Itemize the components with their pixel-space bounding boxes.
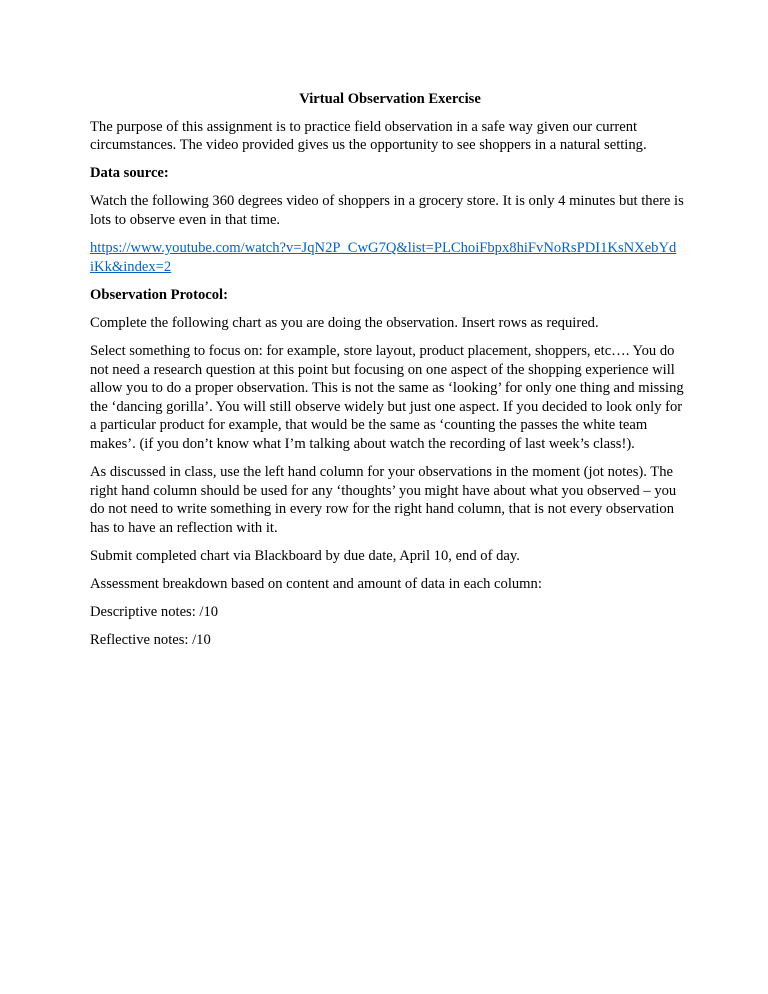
protocol-heading: Observation Protocol: [90, 286, 228, 303]
video-link-paragraph [90, 239, 690, 276]
reflective-notes-score: Reflective notes: /10 [90, 632, 211, 649]
assessment-paragraph: Assessment breakdown based on content and amount of data in each column: [90, 575, 542, 592]
data-source-paragraph: Watch the following 360 degrees video of shoppers in a grocery store. It is only 4 minutes but there is lots to observe even in that time. [90, 193, 684, 228]
data-source-heading: Data source: [90, 165, 169, 182]
focus-paragraph: Select something to focus on: for example, store layout, product placement, shoppers, etc…. You do not need a research question at this point but focusing on one aspect of the shopping experience will allow you to do a proper observation. This is not the same as ‘looking’ for only one thing and missing the ‘dancing gorilla’. You will still observe widely but just one aspect. If you decided to look only for a particular product for example, that would be the same as ‘counting the passes the white team makes’. (if you don’t know what I’m talking about watch the recording of last week’s class!). [90, 342, 684, 452]
columns-paragraph: As discussed in class, use the left hand column for your observations in the moment (jot notes). The right hand column should be used for any ‘thoughts’ you might have about what you observed – you do not need to write something in every row for the right hand column, that is not every observation has to have an reflection with it. [90, 464, 677, 536]
protocol-paragraph: Complete the following chart as you are doing the observation. Insert rows as required. [90, 314, 599, 331]
video-link[interactable]: https://www.youtube.com/watch?v=JqN2P_CwG7Q&list=PLChoiFbpx8hiFvNoRsPDI1KsNXebYdiKk&index=2 [90, 240, 677, 275]
descriptive-notes-score: Descriptive notes: /10 [90, 604, 219, 621]
document-title: Virtual Observation Exercise [299, 91, 481, 107]
intro-paragraph: The purpose of this assignment is to practice field observation in a safe way given our current circumstances. The video provided gives us the opportunity to see shoppers in a natural setting. [90, 118, 647, 154]
document-page [90, 90, 690, 659]
submit-paragraph: Submit completed chart via Blackboard by due date, April 10, end of day. [90, 547, 520, 564]
